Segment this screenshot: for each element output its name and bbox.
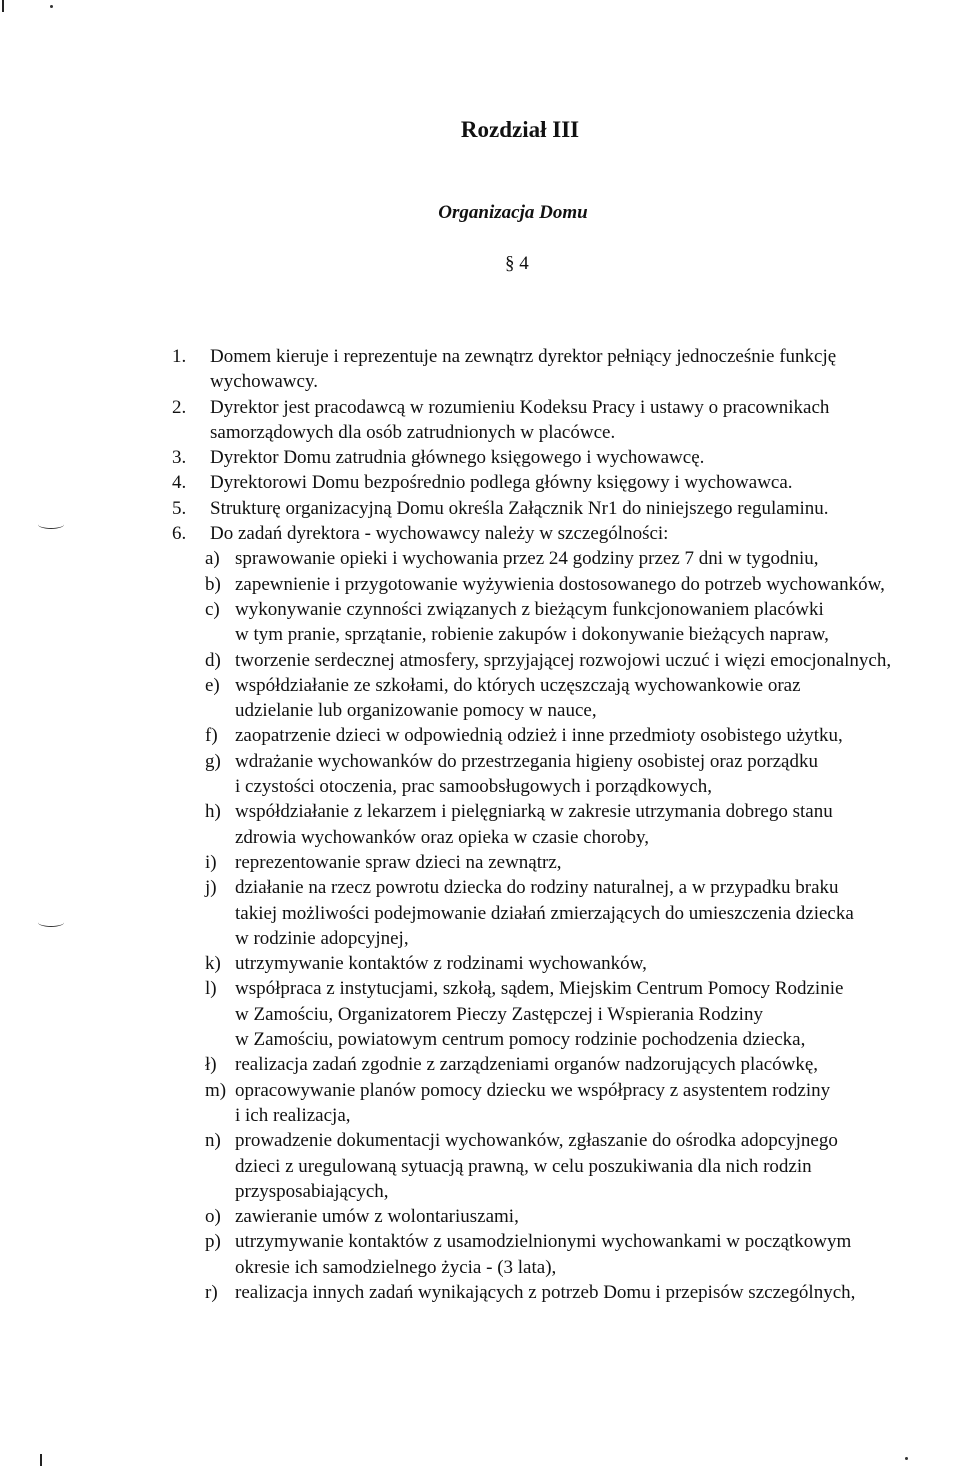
item-letter: ł) xyxy=(205,1054,217,1076)
text-line: realizacja zadań zgodnie z zarządzeniami organów nadzorujących placówkę, xyxy=(235,1054,819,1076)
text-line: utrzymywanie kontaktów z rodzinami wychowanków, xyxy=(235,953,647,975)
text-line: i czystości otoczenia, prac samoobsługowych i porządkowych, xyxy=(235,776,712,798)
text-line: opracowywanie planów pomocy dziecku we współpracy z asystentem rodziny xyxy=(235,1079,831,1101)
text-line: zapewnienie i przygotowanie wyżywienia dostosowanego do potrzeb wychowanków, xyxy=(235,573,885,595)
item-number: 2. xyxy=(172,396,187,418)
text-line: współdziałanie z lekarzem i pielęgniarką w zakresie utrzymania dobrego stanu xyxy=(235,801,833,823)
list-item xyxy=(0,445,960,470)
text-line: współpraca z instytucjami, szkołą, sądem, Miejskim Centrum Pomocy Rodzinie xyxy=(235,978,844,1000)
list-item xyxy=(0,470,960,495)
scan-speck xyxy=(50,5,53,8)
list-item xyxy=(0,496,960,521)
sub-list-item xyxy=(0,1052,960,1077)
chapter-title: Rozdział III xyxy=(460,117,580,142)
list-item xyxy=(0,395,960,446)
sub-list-item xyxy=(0,597,960,648)
text-line: dzieci z uregulowaną sytuacją prawną, w celu poszukiwania dla nich rodzin xyxy=(235,1155,812,1177)
item-number: 6. xyxy=(172,523,187,545)
text-line: samorządowych dla osób zatrudnionych w placówce. xyxy=(210,421,616,443)
sub-list-item xyxy=(0,749,960,800)
item-number: 4. xyxy=(172,472,187,494)
item-letter: o) xyxy=(205,1206,221,1228)
numbered-list xyxy=(0,344,960,546)
scan-edge-mark xyxy=(2,0,4,12)
sub-list-item xyxy=(0,799,960,850)
text-line: wdrażanie wychowanków do przestrzegania higieny osobistej oraz porządku xyxy=(235,750,818,772)
sub-list-item xyxy=(0,546,960,571)
text-line: realizacja innych zadań wynikających z potrzeb Domu i przepisów szczególnych, xyxy=(235,1281,856,1303)
sub-list-item xyxy=(0,673,960,724)
text-line: współdziałanie ze szkołami, do których uczęszczają wychowankowie oraz xyxy=(235,674,801,696)
item-letter: j) xyxy=(205,877,217,899)
sub-list-item xyxy=(0,976,960,1052)
text-line: Dyrektor Domu zatrudnia głównego księgowego i wychowawcę. xyxy=(210,447,705,469)
text-line: zaopatrzenie dzieci w odpowiednią odzież i inne przedmioty osobistego użytku, xyxy=(235,725,843,747)
text-line: Do zadań dyrektora - wychowawcy należy w szczególności: xyxy=(210,523,669,545)
text-line: zawieranie umów z wolontariuszami, xyxy=(235,1206,519,1228)
item-letter: a) xyxy=(205,548,220,570)
list-item xyxy=(0,344,960,395)
text-line: zdrowia wychowanków oraz opieka w czasie choroby, xyxy=(235,826,649,848)
item-letter: d) xyxy=(205,649,221,671)
text-line: w rodzinie adopcyjnej, xyxy=(235,927,409,949)
text-line: Dyrektorowi Domu bezpośrednio podlega główny księgowy i wychowawca. xyxy=(210,472,793,494)
item-letter: k) xyxy=(205,953,221,975)
item-letter: p) xyxy=(205,1231,221,1253)
item-letter: e) xyxy=(205,674,220,696)
text-line: w tym pranie, sprzątanie, robienie zakupów i dokonywanie bieżących napraw, xyxy=(235,624,829,646)
document-body xyxy=(0,344,960,1305)
list-item xyxy=(0,521,960,546)
text-line: przysposabiających, xyxy=(235,1180,389,1202)
sub-list-item xyxy=(0,875,960,951)
sub-list-item xyxy=(0,572,960,597)
item-letter: n) xyxy=(205,1130,221,1152)
text-line: takiej możliwości podejmowanie działań zmierzających do umieszczenia dziecka xyxy=(235,902,854,924)
text-line: Dyrektor jest pracodawcą w rozumieniu Kodeksu Pracy i ustawy o pracownikach xyxy=(210,396,830,418)
text-line: okresie ich samodzielnego życia - (3 lata), xyxy=(235,1256,557,1278)
sub-list-item xyxy=(0,1280,960,1305)
sub-list-item xyxy=(0,951,960,976)
scan-speck xyxy=(905,1457,908,1460)
text-line: wykonywanie czynności związanych z bieżącym funkcjonowaniem placówki xyxy=(235,598,824,620)
item-letter: c) xyxy=(205,598,220,620)
text-line: utrzymywanie kontaktów z usamodzielnionymi wychowankami w początkowym xyxy=(235,1231,852,1253)
text-line: udzielanie lub organizowanie pomocy w nauce, xyxy=(235,700,597,722)
section-subtitle: Organizacja Domu xyxy=(438,202,588,223)
sub-list-item xyxy=(0,1128,960,1204)
item-letter: h) xyxy=(205,801,221,823)
paragraph-number: § 4 xyxy=(505,253,529,274)
item-number: 1. xyxy=(172,346,187,367)
text-line: tworzenie serdecznej atmosfery, sprzyjającej rozwojowi uczuć i więzi emocjonalnych, xyxy=(235,649,892,671)
item-letter: i) xyxy=(205,851,217,873)
sub-list-item xyxy=(0,723,960,748)
text-line: sprawowanie opieki i wychowania przez 24 godziny przez 7 dni w tygodniu, xyxy=(235,548,819,570)
text-line: w Zamościu, Organizatorem Pieczy Zastępczej i Wspierania Rodziny xyxy=(235,1003,763,1025)
text-line: Strukturę organizacyjną Domu określa Załącznik Nr1 do niniejszego regulaminu. xyxy=(210,497,829,519)
item-letter: b) xyxy=(205,573,221,595)
sub-list-item xyxy=(0,1204,960,1229)
text-line: Domem kieruje i reprezentuje na zewnątrz dyrektor pełniący jednocześnie funkcję xyxy=(210,346,837,367)
text-line: wychowawcy. xyxy=(210,371,318,393)
text-line: i ich realizacja, xyxy=(235,1104,351,1126)
item-number: 5. xyxy=(172,497,187,519)
item-letter: f) xyxy=(205,725,218,747)
item-letter: l) xyxy=(205,978,217,1000)
sub-list-item xyxy=(0,1229,960,1280)
item-letter: g) xyxy=(205,750,221,772)
item-letter: r) xyxy=(205,1281,218,1303)
item-letter: m) xyxy=(205,1079,227,1101)
sub-list-item xyxy=(0,648,960,673)
scan-edge-mark xyxy=(40,1454,42,1466)
sub-list-item xyxy=(0,850,960,875)
text-line: prowadzenie dokumentacji wychowanków, zgłaszanie do ośrodka adopcyjnego xyxy=(235,1130,838,1152)
text-line: reprezentowanie spraw dzieci na zewnątrz, xyxy=(235,851,562,873)
lettered-list xyxy=(0,546,960,1305)
text-line: działanie na rzecz powrotu dziecka do rodziny naturalnej, a w przypadku braku xyxy=(235,877,839,899)
sub-list-item xyxy=(0,1078,960,1129)
text-line: w Zamościu, powiatowym centrum pomocy rodzinie pochodzenia dziecka, xyxy=(235,1029,806,1051)
item-number: 3. xyxy=(172,447,187,469)
